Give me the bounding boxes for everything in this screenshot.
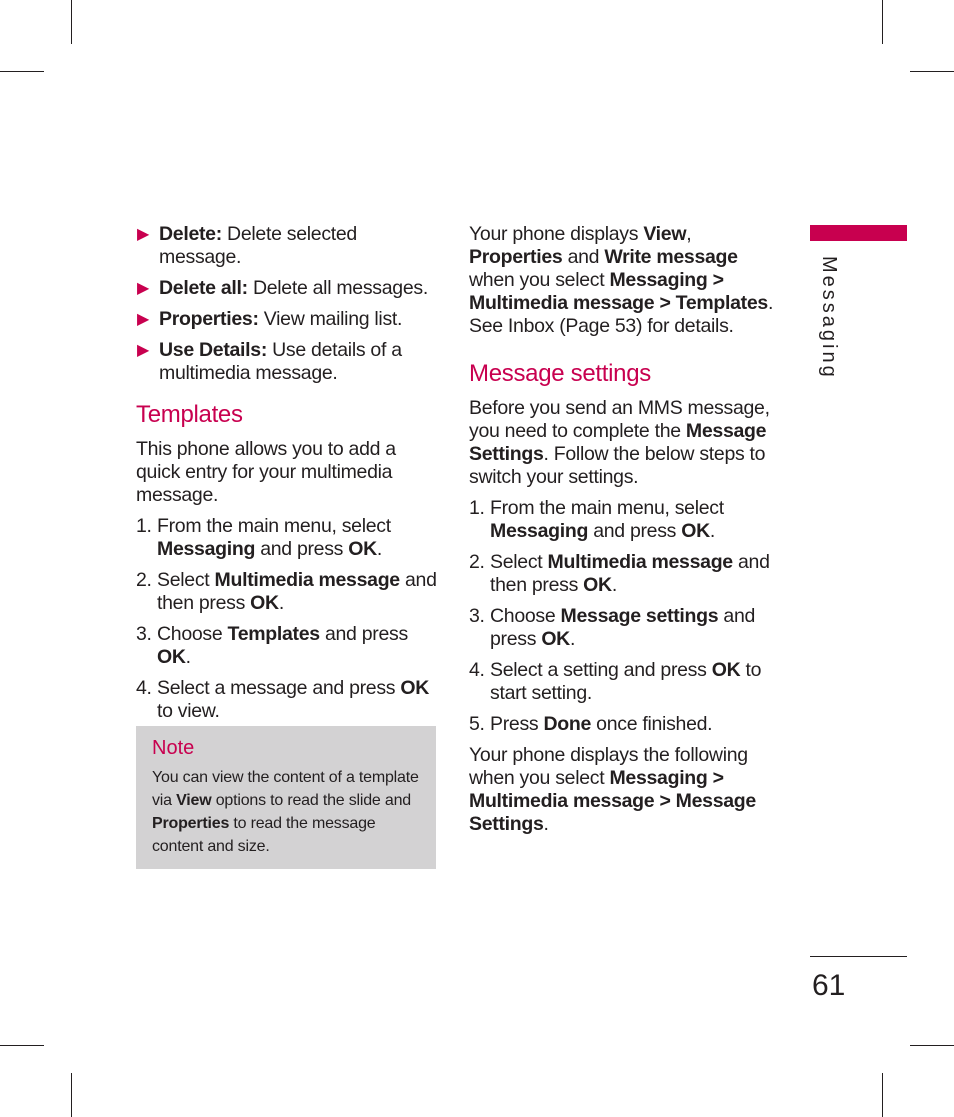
- step-number: 1.: [469, 497, 485, 519]
- crop-mark: [910, 1045, 954, 1046]
- outro-text: Your phone displays the following when you select: [469, 744, 748, 789]
- left-column: [136, 223, 441, 731]
- intro-text: . Follow the below steps to switch your settings.: [469, 443, 766, 488]
- intro-bold: Messaging > Multimedia message > Templates: [469, 269, 768, 314]
- note-text: options to read the slide and: [211, 792, 411, 809]
- step-item: [136, 623, 441, 669]
- outro-bold: Messaging > Multimedia message > Message Settings: [469, 767, 756, 835]
- step-text: Choose: [490, 605, 561, 627]
- step-number: 2.: [136, 569, 152, 591]
- section-tab-label: Messaging: [818, 256, 840, 380]
- message-settings-heading: Message settings: [469, 360, 651, 387]
- crop-mark: [0, 71, 44, 72]
- note-text: to read the message content and size.: [152, 815, 376, 855]
- step-bold: OK: [250, 592, 279, 614]
- step-bold: OK: [541, 628, 570, 650]
- intro-bold: Message Settings: [469, 420, 767, 465]
- crop-mark: [71, 0, 72, 44]
- bullet-item: [136, 308, 441, 331]
- step-number: 5.: [469, 713, 485, 735]
- step-number: 3.: [469, 605, 485, 627]
- note-title: Note: [152, 737, 195, 759]
- step-text: to start setting.: [490, 659, 762, 704]
- step-number: 4.: [469, 659, 485, 681]
- page-number: 61: [812, 969, 846, 1002]
- bullet-text: View mailing list.: [258, 308, 403, 330]
- step-item: [136, 515, 441, 561]
- step-text: .: [278, 592, 284, 614]
- bullet-text: Use details of a multimedia message.: [159, 339, 402, 384]
- step-bold: Message settings: [560, 605, 719, 627]
- step-text: and press: [588, 520, 682, 542]
- bullet-label: Use Details:: [159, 339, 268, 361]
- intro-text: ,: [686, 223, 692, 245]
- bullet-item: [136, 223, 441, 269]
- message-settings-intro: [469, 397, 774, 489]
- step-bold: OK: [157, 646, 186, 668]
- step-item: [136, 677, 441, 723]
- crop-mark: [71, 1073, 72, 1117]
- bullet-label: Delete all:: [159, 277, 248, 299]
- step-text: and press: [319, 623, 408, 645]
- outro-text: .: [543, 813, 549, 835]
- step-text: and press: [490, 605, 756, 650]
- step-bold: Templates: [227, 623, 320, 645]
- step-text: From the main menu, select: [490, 497, 724, 519]
- step-text: Select a message and press: [157, 677, 401, 699]
- step-text: .: [185, 646, 191, 668]
- step-text: Select: [157, 569, 215, 591]
- page-number-rule: [810, 956, 907, 957]
- step-bold: Multimedia message: [214, 569, 400, 591]
- bullet-text: Delete selected message.: [159, 223, 357, 268]
- step-bold: OK: [711, 659, 741, 681]
- step-bold: OK: [583, 574, 612, 596]
- message-settings-outro: [469, 744, 774, 836]
- crop-mark: [882, 0, 883, 44]
- templates-intro: This phone allows you to add a quick entry for your multimedia message.: [136, 438, 396, 506]
- step-item: [469, 713, 774, 736]
- triangle-bullet-icon: ▶: [137, 311, 150, 328]
- bullet-text: Delete all messages.: [247, 277, 428, 299]
- step-number: 1.: [136, 515, 152, 537]
- intro-text: Your phone displays: [469, 223, 644, 245]
- bullet-item: [136, 277, 441, 300]
- crop-mark: [882, 1073, 883, 1117]
- step-text: and press: [255, 538, 349, 560]
- note-body: [152, 766, 422, 858]
- note-box: [136, 726, 436, 869]
- step-number: 3.: [136, 623, 152, 645]
- step-bold: OK: [348, 538, 377, 560]
- step-bold: Messaging: [157, 538, 256, 560]
- step-text: and then press: [490, 551, 770, 596]
- note-text: You can view the content of a template via: [152, 769, 419, 809]
- note-bold: View: [176, 792, 212, 809]
- intro-bold: View: [643, 223, 687, 245]
- templates-heading: Templates: [136, 401, 243, 428]
- bullet-label: Delete:: [159, 223, 222, 245]
- intro-text: Before you send an MMS message, you need to complete the: [469, 397, 770, 442]
- step-text: From the main menu, select: [157, 515, 391, 537]
- step-item: [136, 569, 441, 615]
- step-text: Select a setting and press: [490, 659, 712, 681]
- step-item: [469, 551, 774, 597]
- step-item: [469, 605, 774, 651]
- intro-text: and: [562, 246, 605, 268]
- section-tab-marker: [810, 225, 907, 241]
- intro-bold: Write message: [604, 246, 738, 268]
- step-number: 2.: [469, 551, 485, 573]
- step-text: .: [611, 574, 617, 596]
- step-bold: Multimedia message: [547, 551, 733, 573]
- crop-mark: [910, 71, 954, 72]
- bullet-item: [136, 339, 441, 385]
- step-text: once finished.: [591, 713, 713, 735]
- step-bold: Done: [543, 713, 592, 735]
- intro-text: . See Inbox (Page 53) for details.: [469, 292, 774, 337]
- right-column: [469, 223, 774, 844]
- step-text: to view.: [157, 700, 220, 722]
- right-intro: [469, 223, 774, 338]
- step-item: [469, 659, 774, 705]
- step-text: and then press: [157, 569, 437, 614]
- step-text: Choose: [157, 623, 228, 645]
- step-number: 4.: [136, 677, 152, 699]
- triangle-bullet-icon: ▶: [137, 226, 150, 243]
- step-item: [469, 497, 774, 543]
- step-text: Press: [490, 713, 544, 735]
- step-bold: Messaging: [490, 520, 589, 542]
- triangle-bullet-icon: ▶: [137, 342, 150, 359]
- triangle-bullet-icon: ▶: [137, 280, 150, 297]
- intro-text: when you select: [469, 269, 610, 291]
- step-text: .: [376, 538, 383, 560]
- step-text: .: [569, 628, 576, 650]
- step-text: Select: [490, 551, 548, 573]
- bullet-label: Properties:: [159, 308, 259, 330]
- crop-mark: [0, 1045, 44, 1046]
- intro-bold: Properties: [469, 246, 563, 268]
- step-bold: OK: [681, 520, 710, 542]
- step-text: .: [709, 520, 716, 542]
- note-bold: Properties: [152, 815, 230, 832]
- step-bold: OK: [400, 677, 430, 699]
